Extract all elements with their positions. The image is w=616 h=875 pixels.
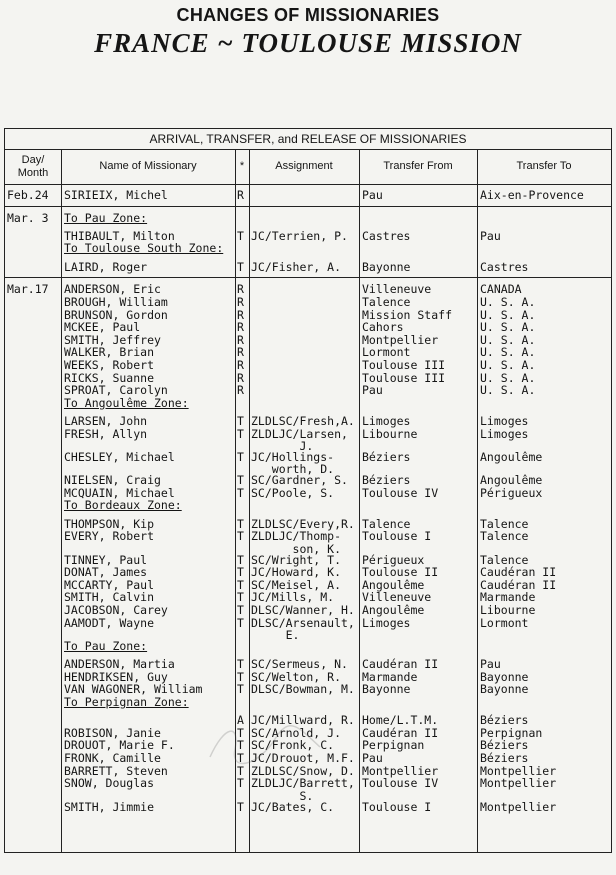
- transfer-to: U. S. A.: [480, 370, 536, 385]
- status-code: T: [237, 473, 244, 488]
- assignment: ZLDLSC/Every,R.: [251, 516, 355, 531]
- status-code: T: [237, 603, 244, 617]
- missionary-name: SPROAT, Carolyn: [64, 383, 168, 398]
- status-code: T: [237, 669, 244, 684]
- zone-heading: To Pau Zone:: [64, 210, 148, 225]
- transfer-to: Pau: [480, 228, 501, 243]
- zone-heading: To Perpignan Zone:: [64, 694, 189, 709]
- assignment: JC/Terrien, P.: [251, 228, 348, 243]
- missionary-name: CHESLEY, Michael: [64, 449, 175, 464]
- missionary-name: SNOW, Douglas: [64, 776, 155, 791]
- transfer-to: U. S. A.: [480, 383, 536, 398]
- missionary-name: ANDERSON, Eric: [64, 282, 161, 297]
- zone-heading: To Toulouse South Zone:: [64, 241, 224, 256]
- missionary-name: MCKEE, Paul: [64, 320, 141, 335]
- status-code: R: [237, 282, 244, 297]
- transfer-to: Caudéran II: [480, 577, 557, 592]
- transfer-to: Bayonne: [480, 669, 529, 684]
- missionary-name: ANDERSON, Martia: [64, 657, 175, 672]
- transfer-to: Angoulême: [480, 473, 543, 488]
- transfer-to: Limoges: [480, 414, 529, 428]
- missionary-name: VAN WAGONER, William: [64, 682, 203, 697]
- transfer-to: Perpignan: [480, 725, 543, 740]
- assignment: SC/Welton, R.: [251, 669, 342, 684]
- mission-title: FRANCE ~ TOULOUSE MISSION: [94, 28, 522, 58]
- transfer-from: Lormont: [362, 345, 411, 360]
- missionary-name: RICKS, Suanne: [64, 370, 155, 385]
- zone-heading: To Pau Zone:: [64, 638, 148, 653]
- transfer-from: Limoges: [362, 414, 411, 428]
- assignment: SC/Poole, S.: [251, 485, 335, 500]
- transfer-from: Mission Staff: [362, 307, 453, 322]
- status-code: T: [237, 414, 244, 428]
- missionary-name: SIRIEIX, Michel: [64, 188, 168, 202]
- missionary-name: EVERY, Robert: [64, 529, 155, 544]
- row-date: Mar.17: [7, 282, 49, 297]
- transfer-from: Castres: [362, 228, 411, 243]
- transfer-from: Marmande: [362, 669, 418, 684]
- assignment: DLSC/Bowman, M.: [251, 682, 355, 697]
- transfer-from: Toulouse I: [362, 799, 432, 814]
- status-code: T: [237, 485, 244, 500]
- assignment: JC/Bates, C.: [251, 799, 335, 814]
- assignment: ZLDLJC/Barrett, S.: [251, 776, 355, 803]
- transfer-to: U. S. A.: [480, 332, 536, 347]
- transfer-from: Caudéran II: [362, 657, 439, 672]
- transfer-to: Périgueux: [480, 485, 543, 500]
- transfer-to: Montpellier: [480, 776, 557, 791]
- missionary-name: BROUGH, William: [64, 294, 168, 309]
- missionary-changes-table: [4, 128, 612, 853]
- status-code: T: [237, 590, 244, 605]
- document-title: CHANGES OF MISSIONARIES: [176, 5, 440, 25]
- assignment: JC/Fisher, A.: [251, 259, 342, 274]
- assignment: SC/Meisel, A.: [251, 577, 342, 592]
- status-code: T: [237, 799, 244, 814]
- zone-heading: To Bordeaux Zone:: [64, 498, 182, 513]
- missionary-name: LAIRD, Roger: [64, 259, 148, 274]
- col-header-date: Day/ Month: [5, 149, 61, 185]
- missionary-name: HENDRIKSEN, Guy: [64, 669, 168, 684]
- missionary-name: SMITH, Jimmie: [64, 799, 155, 814]
- transfer-from: Toulouse IV: [362, 776, 439, 791]
- transfer-to: Montpellier: [480, 763, 557, 778]
- transfer-from: Montpellier: [362, 763, 439, 778]
- transfer-to: U. S. A.: [480, 357, 536, 372]
- transfer-from: Villeneuve: [362, 590, 432, 605]
- transfer-from: Villeneuve: [362, 282, 432, 297]
- row-date: Mar. 3: [7, 210, 49, 225]
- transfer-from: Pau: [362, 751, 383, 766]
- col-header-to: Transfer To: [477, 149, 611, 185]
- transfer-from: Toulouse III: [362, 370, 446, 385]
- assignment: SC/Fronk, C.: [251, 738, 335, 753]
- assignment: DLSC/Arsenault, E.: [251, 615, 355, 643]
- transfer-from: Cahors: [362, 320, 404, 335]
- transfer-from: Caudéran II: [362, 725, 439, 740]
- transfer-to: U. S. A.: [480, 307, 536, 322]
- assignment: ZLDLJC/Larsen, J.: [251, 426, 348, 454]
- transfer-from: Bayonne: [362, 259, 411, 274]
- assignment: SC/Arnold, J.: [251, 725, 342, 740]
- assignment: ZLDLSC/Snow, D.: [251, 763, 355, 778]
- col-header-name: Name of Missionary: [61, 149, 235, 185]
- status-code: R: [237, 307, 244, 322]
- transfer-to: Limoges: [480, 426, 529, 441]
- missionary-name: ROBISON, Janie: [64, 725, 161, 740]
- col-divider: [359, 149, 360, 852]
- missionary-name: WALKER, Brian: [64, 345, 155, 360]
- missionary-name: SMITH, Calvin: [64, 590, 155, 605]
- section-title: ARRIVAL, TRANSFER, and RELEASE OF MISSIONARIES: [5, 129, 611, 150]
- missionary-name: LARSEN, John: [64, 414, 148, 428]
- row-separator: [5, 277, 611, 278]
- status-code: R: [237, 357, 244, 372]
- assignment: DLSC/Wanner, H.: [251, 603, 355, 617]
- missionary-name: DONAT, James: [64, 565, 148, 580]
- missionary-name: TINNEY, Paul: [64, 552, 148, 567]
- missionary-name: MCCARTY, Paul: [64, 577, 155, 592]
- missionary-name: WEEKS, Robert: [64, 357, 155, 372]
- status-code: R: [237, 294, 244, 309]
- missionary-name: THIBAULT, Milton: [64, 228, 175, 243]
- transfer-to: Pau: [480, 657, 501, 672]
- transfer-to: Libourne: [480, 603, 536, 617]
- transfer-from: Toulouse IV: [362, 485, 439, 500]
- col-header-assignment: Assignment: [249, 149, 359, 185]
- status-code: T: [237, 516, 244, 531]
- transfer-from: Perpignan: [362, 738, 425, 753]
- missionary-name: SMITH, Jeffrey: [64, 332, 161, 347]
- transfer-to: U. S. A.: [480, 345, 536, 360]
- status-code: T: [237, 577, 244, 592]
- assignment: JC/Millward, R.: [251, 713, 355, 728]
- missionary-name: THOMPSON, Kip: [64, 516, 155, 531]
- status-code: T: [237, 426, 244, 441]
- status-code: R: [237, 332, 244, 347]
- row-date: Feb.24: [7, 188, 49, 202]
- assignment: ZLDLJC/Thomp- son, K.: [251, 529, 342, 556]
- transfer-from: Toulouse II: [362, 565, 439, 580]
- status-code: T: [237, 565, 244, 580]
- assignment: JC/Drouot, M.F.: [251, 751, 355, 766]
- assignment: JC/Hollings- worth, D.: [251, 449, 335, 477]
- status-code: T: [237, 751, 244, 766]
- assignment: SC/Sermeus, N.: [251, 657, 348, 672]
- transfer-from: Bayonne: [362, 682, 411, 697]
- transfer-from: Toulouse I: [362, 529, 432, 544]
- status-code: T: [237, 552, 244, 567]
- transfer-from: Home/L.T.M.: [362, 713, 439, 728]
- status-code: T: [237, 738, 244, 753]
- transfer-from: Talence: [362, 294, 411, 309]
- transfer-to: Bayonne: [480, 682, 529, 697]
- transfer-to: Béziers: [480, 713, 529, 728]
- status-code: T: [237, 657, 244, 672]
- missionary-name: FRESH, Allyn: [64, 426, 148, 441]
- status-code: R: [237, 320, 244, 335]
- status-code: T: [237, 228, 244, 243]
- status-code: A: [237, 713, 244, 728]
- assignment: ZLDLSC/Fresh,A.: [251, 414, 355, 428]
- status-code: T: [237, 776, 244, 791]
- missionary-name: JACOBSON, Carey: [64, 603, 168, 617]
- status-code: T: [237, 449, 244, 464]
- transfer-to: Béziers: [480, 738, 529, 753]
- transfer-from: Angoulême: [362, 577, 425, 592]
- transfer-to: Marmande: [480, 590, 536, 605]
- status-code: T: [237, 763, 244, 778]
- transfer-from: Limoges: [362, 615, 411, 630]
- col-header-code: *: [235, 149, 249, 185]
- missionary-name: MCQUAIN, Michael: [64, 485, 175, 500]
- assignment: JC/Mills, M.: [251, 590, 335, 605]
- missionary-name: BRUNSON, Gordon: [64, 307, 168, 322]
- status-code: R: [237, 383, 244, 398]
- status-code: R: [237, 345, 244, 360]
- transfer-from: Béziers: [362, 449, 411, 464]
- faint-signature: [205, 719, 325, 769]
- assignment: SC/Wright, T.: [251, 552, 342, 567]
- status-code: T: [237, 615, 244, 630]
- missionary-name: FRONK, Camille: [64, 751, 161, 766]
- col-divider: [61, 149, 62, 852]
- transfer-to: Talence: [480, 516, 529, 531]
- status-code: T: [237, 529, 244, 544]
- transfer-to: Aix-en-Provence: [480, 188, 584, 202]
- transfer-from: Angoulême: [362, 603, 425, 617]
- row-separator: [5, 206, 611, 207]
- assignment: JC/Howard, K.: [251, 565, 342, 580]
- transfer-from: Libourne: [362, 426, 418, 441]
- transfer-to: Béziers: [480, 751, 529, 766]
- transfer-to: Lormont: [480, 615, 529, 630]
- col-divider: [477, 149, 478, 852]
- transfer-from: Talence: [362, 516, 411, 531]
- transfer-from: Béziers: [362, 473, 411, 488]
- transfer-from: Périgueux: [362, 552, 425, 567]
- missionary-name: BARRETT, Steven: [64, 763, 168, 778]
- transfer-to: Montpellier: [480, 799, 557, 814]
- transfer-to: U. S. A.: [480, 294, 536, 309]
- status-code: T: [237, 682, 244, 697]
- transfer-to: Talence: [480, 529, 529, 544]
- transfer-to: CANADA: [480, 282, 522, 297]
- transfer-from: Toulouse III: [362, 357, 446, 372]
- transfer-to: Angoulême: [480, 449, 543, 464]
- transfer-to: Castres: [480, 259, 529, 274]
- transfer-from: Pau: [362, 188, 383, 202]
- status-code: T: [237, 725, 244, 740]
- col-header-from: Transfer From: [359, 149, 477, 185]
- status-code: T: [237, 259, 244, 274]
- zone-heading: To Angoulême Zone:: [64, 395, 189, 410]
- assignment: SC/Gardner, S.: [251, 473, 348, 488]
- missionary-name: DROUOT, Marie F.: [64, 738, 175, 753]
- status-code: R: [237, 188, 244, 202]
- transfer-to: Talence: [480, 552, 529, 567]
- missionary-name: AAMODT, Wayne: [64, 615, 155, 630]
- transfer-from: Montpellier: [362, 332, 439, 347]
- missionary-name: NIELSEN, Craig: [64, 473, 161, 488]
- status-code: R: [237, 370, 244, 385]
- transfer-to: U. S. A.: [480, 320, 536, 335]
- transfer-to: Caudéran II: [480, 565, 557, 580]
- transfer-from: Pau: [362, 383, 383, 398]
